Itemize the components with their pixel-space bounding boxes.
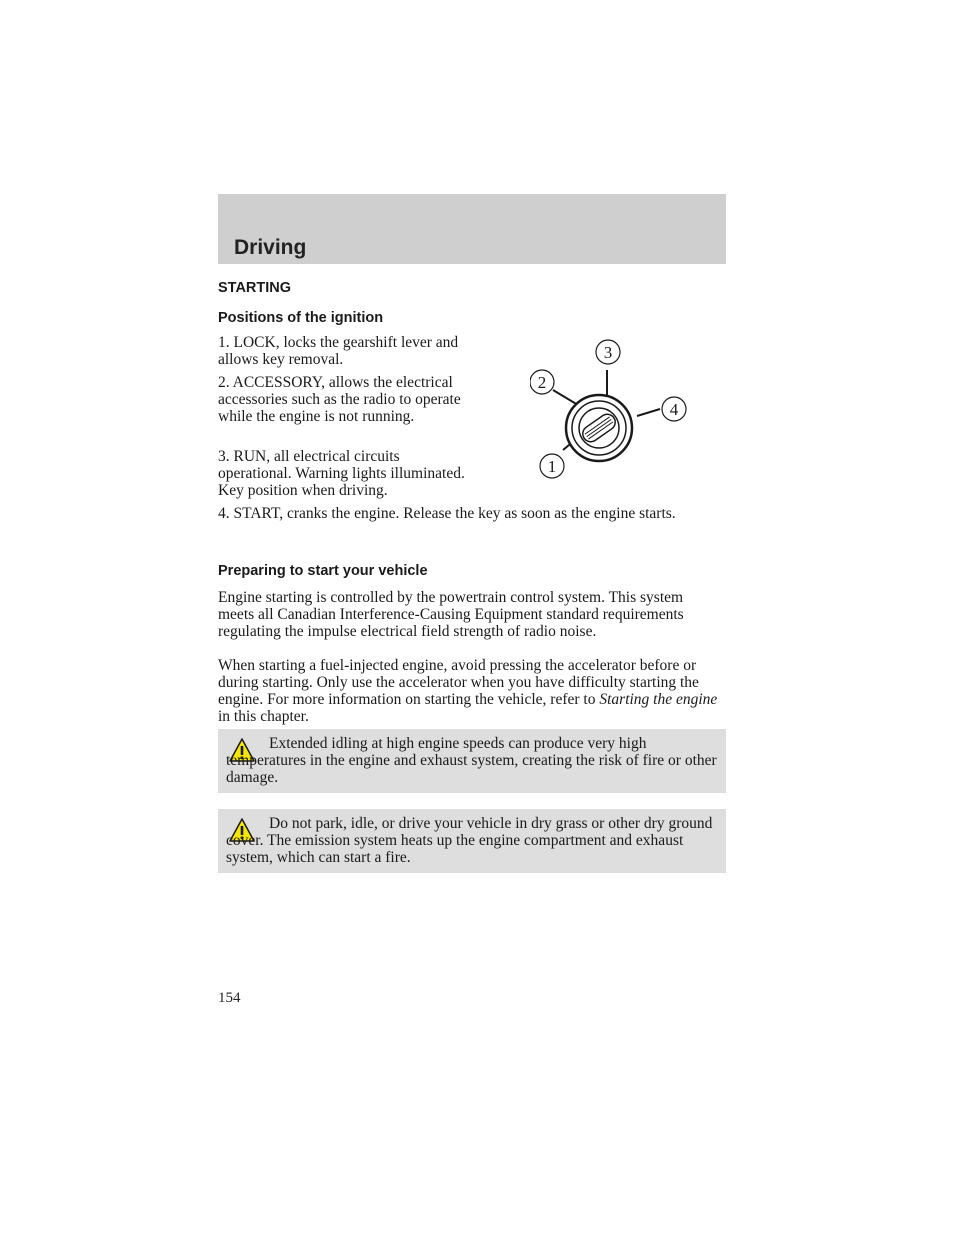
callout-label-4: 4 (669, 400, 679, 419)
warning-text-idling: Extended idling at high engine speeds can produce very high temperatures in the engine and exhaust system, creating the risk of fire or other damage. (226, 735, 717, 786)
paragraph-control-system: Engine starting is controlled by the powertrain control system. This system meets all Canadian Interference-Causing Equipment standard requirements regulating the impulse electrical field strength of radio noise. (218, 589, 684, 640)
callout-1 (540, 454, 564, 478)
warning-text-dry-grass: Do not park, idle, or drive your vehicle in dry grass or other dry ground cover. The emission system heats up the engine compartment and exhaust system, which can start a fire. (226, 815, 713, 866)
callout-label-1: 1 (547, 457, 557, 476)
section-title: Driving (234, 236, 307, 259)
ignition-item-run: 3. RUN, all electrical circuits operational. Warning lights illuminated. Key position when driving. (218, 448, 465, 499)
callout-4 (662, 397, 686, 421)
section-header (218, 194, 726, 264)
ignition-diagram (530, 330, 710, 490)
paragraph-fuel-injected-text: When starting a fuel-injected engine, avoid pressing the accelerator before or during starting. Only use the accelerator when you have difficulty starting the engine. For more information on starting the vehicle, refer to (218, 657, 699, 708)
heading-preparing: Preparing to start your vehicle (218, 563, 428, 579)
callout-label-3: 3 (603, 343, 613, 362)
pointer-line-2 (553, 390, 578, 405)
warning-box-dry-grass (218, 809, 726, 873)
heading-ignition-positions: Positions of the ignition (218, 310, 384, 326)
paragraph-fuel-injected (218, 657, 723, 725)
ignition-item-start: 4. START, cranks the engine. Release the key as soon as the engine starts. (218, 505, 676, 522)
ignition-item-accessory: 2. ACCESSORY, allows the electrical accessories such as the radio to operate while the engine is not running. (218, 374, 461, 425)
paragraph-fuel-injected-tail: in this chapter. (218, 708, 309, 725)
page-number: 154 (218, 990, 241, 1006)
callout-2 (530, 370, 554, 394)
heading-starting: STARTING (218, 280, 292, 296)
ignition-item-lock: 1. LOCK, locks the gearshift lever and allows key removal. (218, 334, 459, 368)
callout-label-2: 2 (537, 373, 547, 392)
cross-reference-starting-engine: Starting the engine (599, 691, 718, 708)
warning-box-idling (218, 729, 726, 793)
pointer-line-4 (637, 409, 660, 416)
callout-3 (596, 340, 620, 364)
